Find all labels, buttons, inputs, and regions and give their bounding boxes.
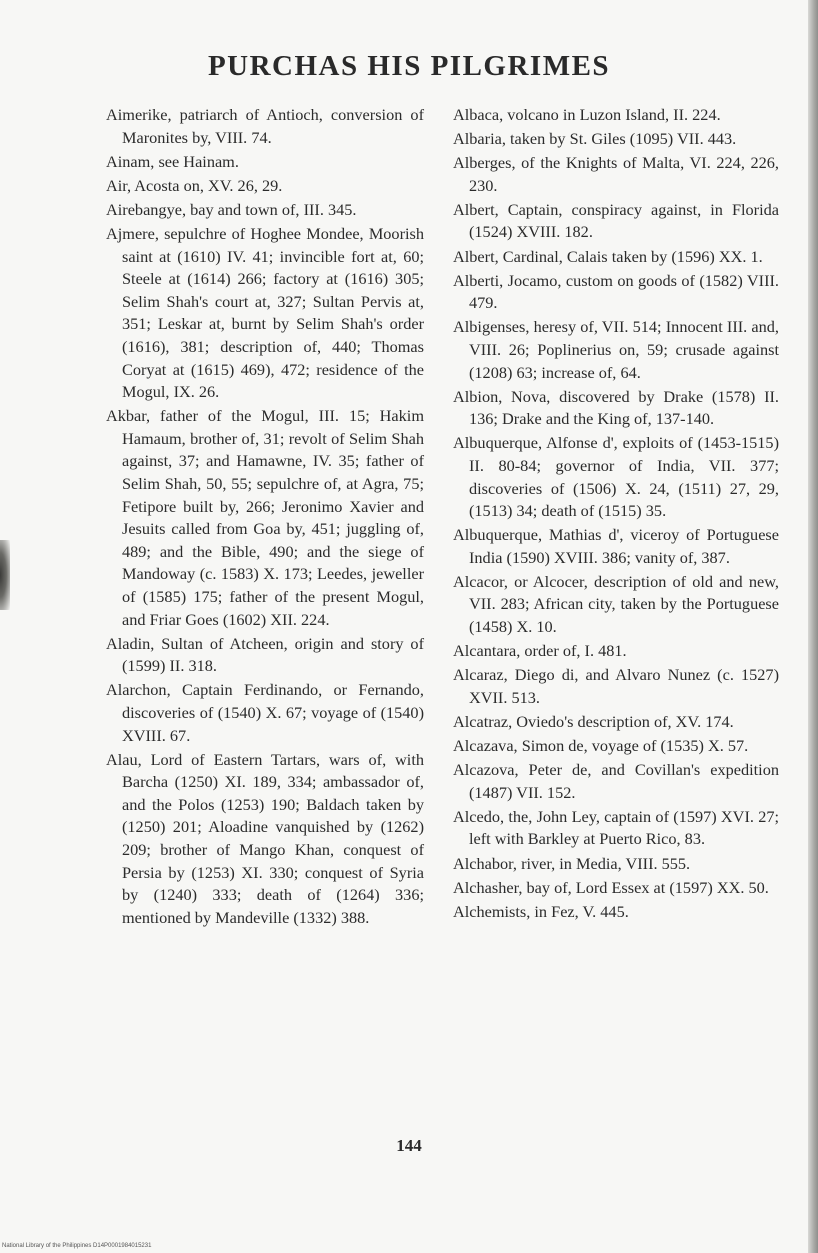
index-entry: Ajmere, sepulchre of Hoghee Mondee, Moorish saint at (1610) IV. 41; invincible fort at, 60; Steele at (1614) 266; factory at (1616) 305; Selim Shah's court at, 327; Sultan Pervis at, 351; Leskar at, burnt by Selim Shah's order (1616), 381; description of, 440; Thomas Coryat at (1615) 469), 472; residence of the Mogul, IX. 26. — [106, 223, 424, 402]
index-entry: Alchabor, river, in Media, VIII. 555. — [453, 853, 691, 873]
index-entry: Albaria, taken by St. Giles (1095) VII. 443. — [453, 129, 737, 149]
index-entry: Albion, Nova, discovered by Drake (1578) II. 136; Drake and the King of, 137-140. — [453, 386, 779, 429]
index-entry: Alberges, of the Knights of Malta, VI. 224, 226, 230. — [453, 153, 779, 195]
scan-footer: National Library of the Philippines D14P0001984015231 — [2, 1243, 152, 1249]
index-entry: Alcatraz, Oviedo's description of, XV. 174. — [453, 711, 734, 731]
page-title: PURCHAS HIS PILGRIMES — [207, 50, 611, 82]
index-entry: Albuquerque, Mathias d', viceroy of Portuguese India (1590) XVIII. 386; vanity of, 387. — [453, 525, 779, 567]
index-entry: Alau, Lord of Eastern Tartars, wars of, with Barcha (1250) XI. 189, 334; ambassador of, and the Polos (1253) 190; Baldach taken by (1250) 201; Aloadine vanquished by (1262) 209; brother of Mango Khan, conquest of Persia by (1253) XI. 330; conquest of Syria by (1240) 333; death of (1264) 336; mentioned by Mandeville (1332) 388. — [106, 749, 424, 927]
index-entry: Airebangye, bay and town of, III. 345. — [106, 199, 357, 219]
index-column-left — [106, 104, 424, 931]
index-entry: Alcazava, Simon de, voyage of (1535) X. 57. — [453, 736, 749, 756]
index-entry: Aimerike, patriarch of Antioch, conversion of Maronites by, VIII. 74. — [106, 105, 424, 147]
index-entry: Ainam, see Hainam. — [106, 151, 239, 171]
page-edge-shadow — [808, 0, 818, 1253]
index-entry: Alcazova, Peter de, and Covillan's expedition (1487) VII. 152. — [453, 760, 779, 802]
index-entry: Albuquerque, Alfonse d', exploits of (1453-1515) II. 80-84; governor of India, VII. 377; discoveries of (1506) X. 24, (1511) 27, 29, (1513) 34; death of (1515) 35. — [453, 433, 779, 521]
index-entry: Alcedo, the, John Ley, captain of (1597) XVI. 27; left with Barkley at Puerto Rico, 83. — [453, 806, 779, 849]
index-entry: Alarchon, Captain Ferdinando, or Fernando, discoveries of (1540) X. 67; voyage of (1540) XVIII. 67. — [106, 680, 424, 745]
index-entry: Albert, Captain, conspiracy against, in Florida (1524) XVIII. 182. — [453, 199, 779, 242]
index-entry: Air, Acosta on, XV. 26, 29. — [106, 175, 283, 195]
index-entry: Alchemists, in Fez, V. 445. — [453, 901, 629, 921]
binding-shadow — [0, 540, 10, 610]
index-entry: Albigenses, heresy of, VII. 514; Innocent III. and, VIII. 26; Poplinerius on, 59; crusade against (1208) 63; increase of, 64. — [453, 317, 779, 382]
index-entry: Alchasher, bay of, Lord Essex at (1597) XX. 50. — [453, 877, 769, 897]
index-column-right — [453, 104, 779, 925]
index-entry: Albert, Cardinal, Calais taken by (1596) XX. 1. — [453, 246, 763, 266]
index-entry: Albaca, volcano in Luzon Island, II. 224. — [453, 105, 721, 124]
index-entry: Alcaraz, Diego di, and Alvaro Nunez (c. 1527) XVII. 513. — [453, 665, 779, 707]
index-entry: Alberti, Jocamo, custom on goods of (1582) VIII. 479. — [453, 270, 779, 313]
index-entry: Alcantara, order of, I. 481. — [453, 641, 627, 661]
index-entry: Aladin, Sultan of Atcheen, origin and story of (1599) II. 318. — [106, 633, 424, 676]
page-number: 144 — [396, 1136, 422, 1155]
index-entry: Alcacor, or Alcocer, description of old and new, VII. 283; African city, taken by the Portuguese (1458) X. 10. — [453, 571, 779, 637]
index-entry: Akbar, father of the Mogul, III. 15; Hakim Hamaum, brother of, 31; revolt of Selim Shah against, 37; and Hamawne, IV. 35; father of Selim Shah, 50, 55; sepulchre of, at Agra, 75; Fetipore built by, 266; Jeronimo Xavier and Jesuits called from Goa by, 451; juggling of, 489; and the Bible, 490; and the siege of Mandoway (c. 1583) X. 173; Leedes, jeweller of (1585) 175; father of the present Mogul, and Friar Goes (1602) XII. 224. — [106, 406, 424, 629]
